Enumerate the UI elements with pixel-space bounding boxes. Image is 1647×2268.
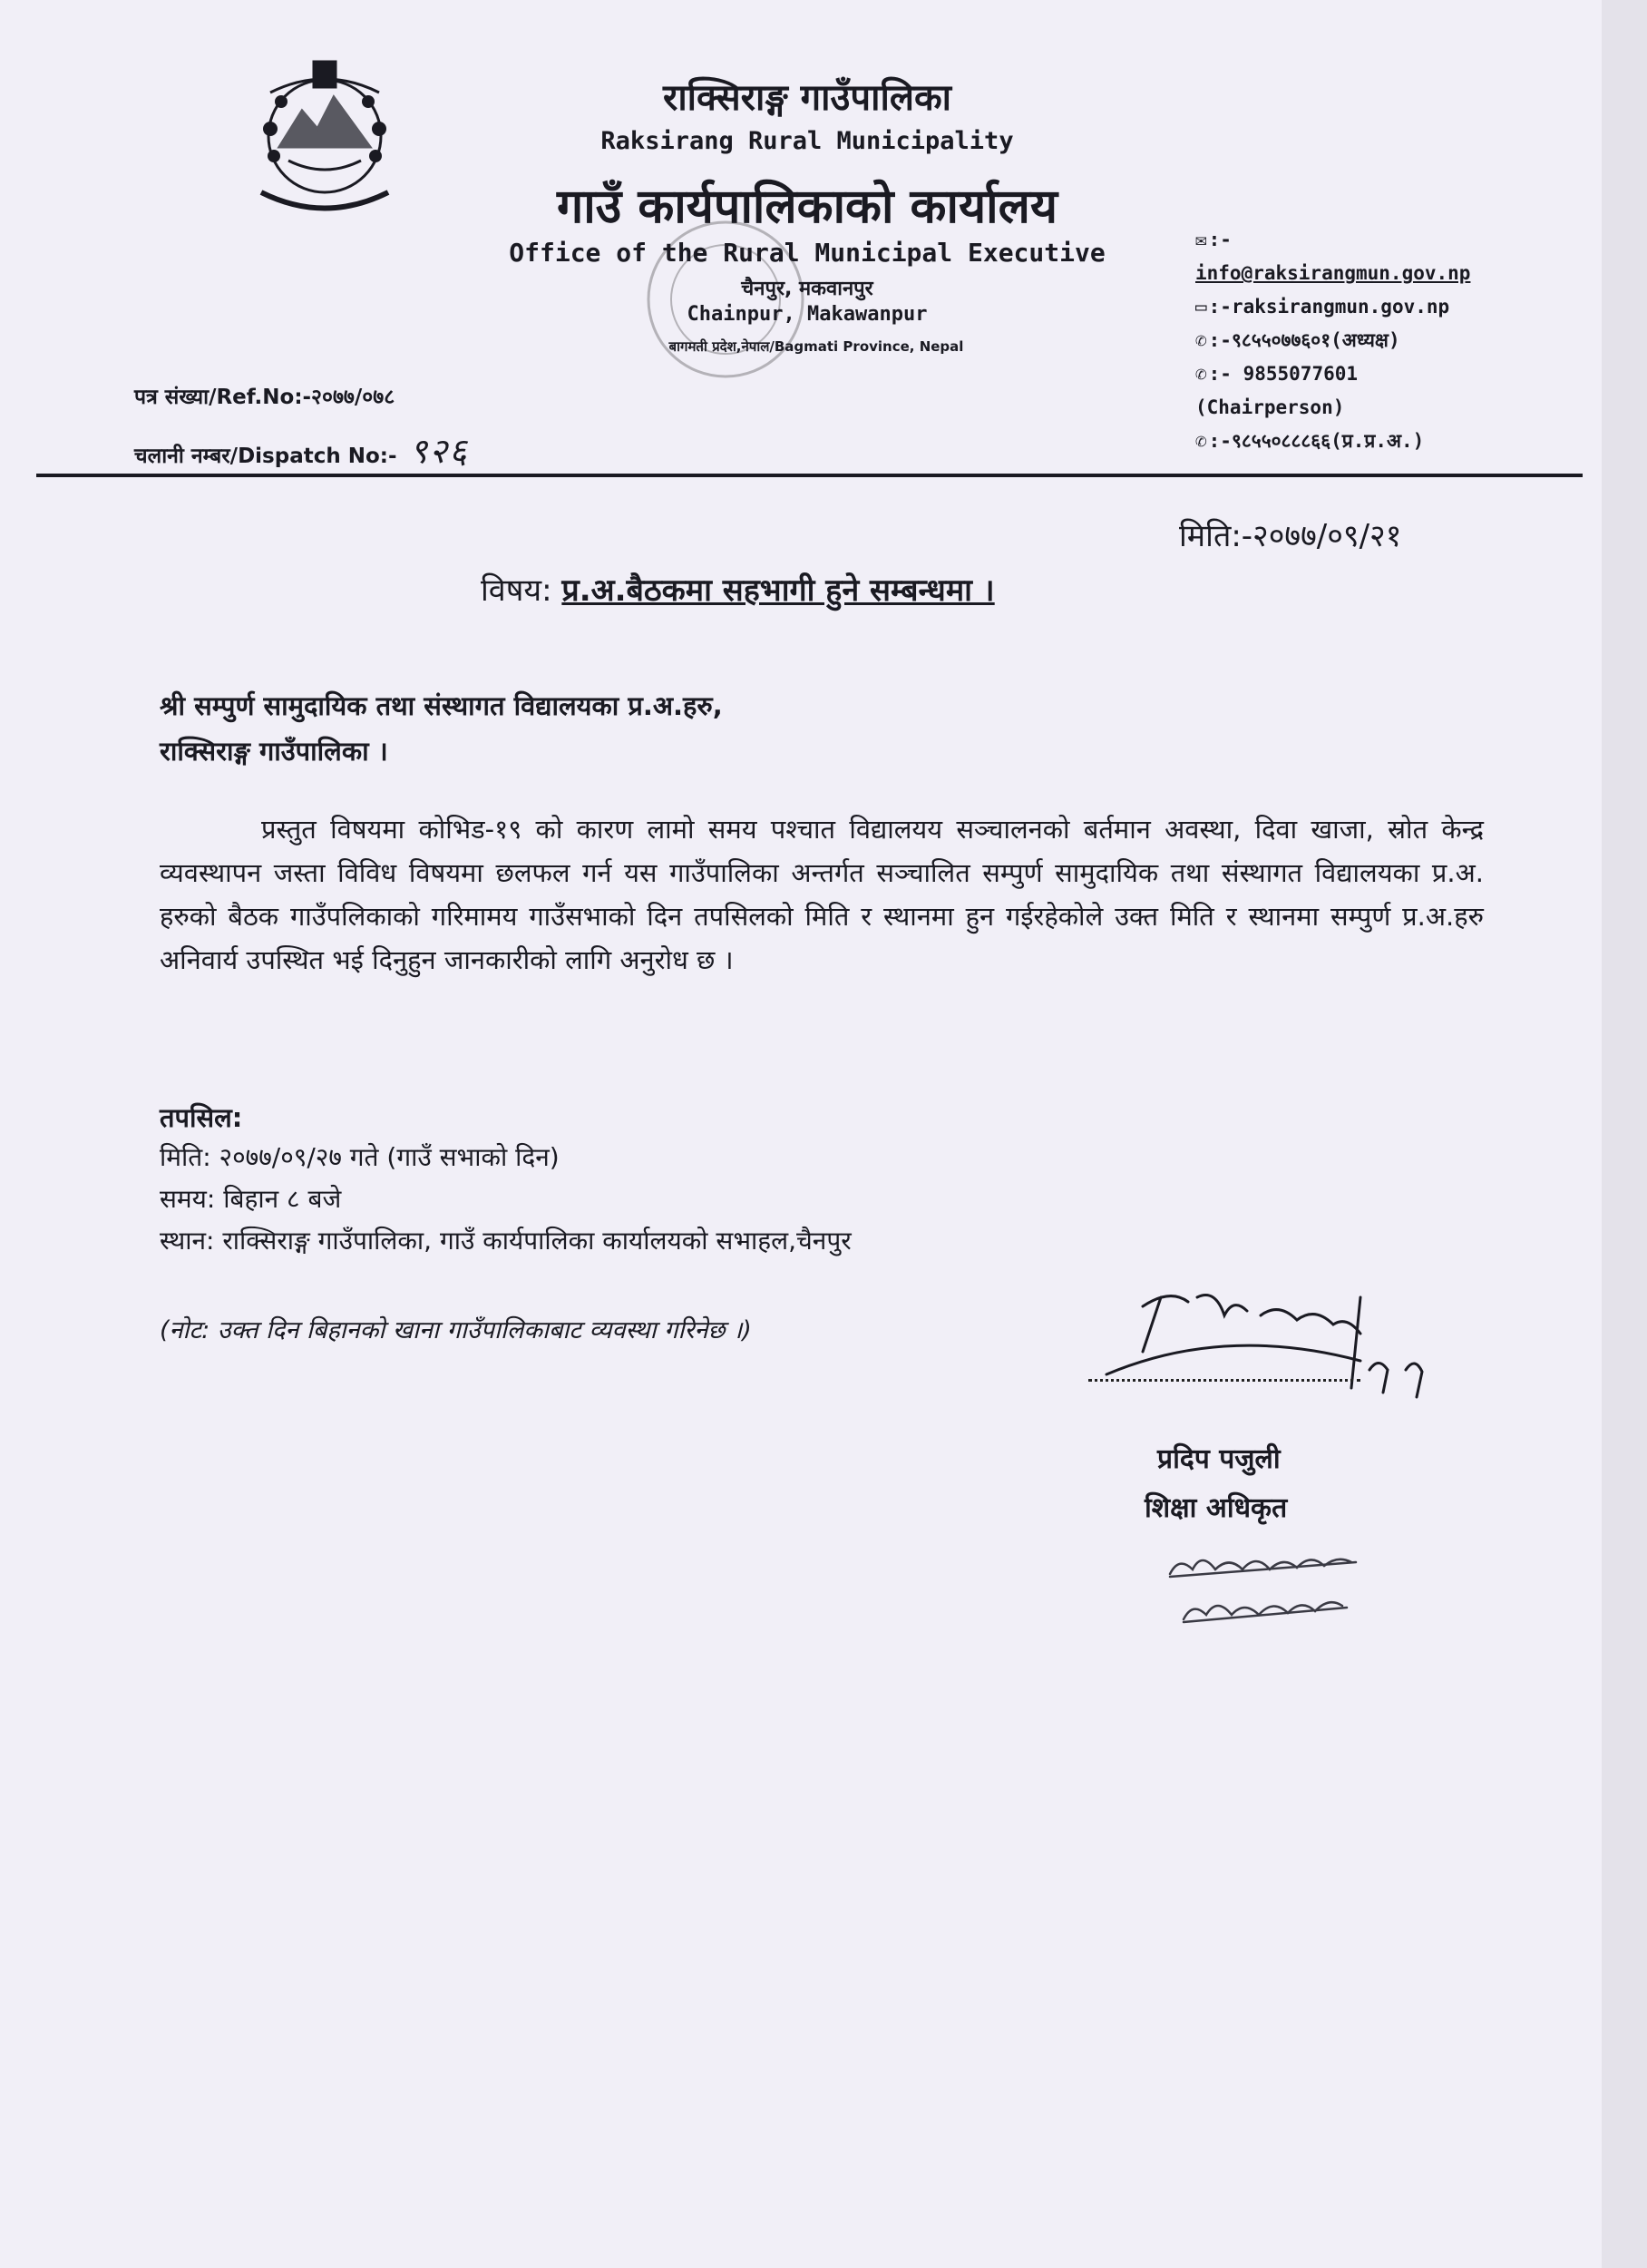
- letter-body: प्रस्तुत विषयमा कोभिड-१९ को कारण लामो समय पश्चात विद्यालयय सञ्चालनको बर्तमान अवस्था, दिवा खाजा, स्रोत केन्द्र व्यवस्थापन जस्ता विविध विषयमा छलफल गर्न यस गाउँपालिका अन्तर्गत सञ्चालित सम्पुर्ण सामुदायिक तथा संस्थागत विद्यालयका प्र.अ. हरुको बैठक गाउँपलिकाको गरिमामय गाउँसभाको दिन तपसिलको मिति र स्थानमा हुन गईरहेकोले उक्त मिति र स्थानमा सम्पुर्ण प्र.अ.हरु अनिवार्य उपस्थित भई दिनुहुन जानकारीको लागि अनुरोध छ ।: [160, 814, 1484, 975]
- schedule-time: समय: बिहान ८ बजे: [160, 1184, 342, 1214]
- computer-icon: ▭: [1195, 296, 1207, 318]
- subject-label: विषय:: [481, 572, 552, 609]
- contact-block: [1195, 223, 1585, 458]
- scan-edge: [1602, 0, 1647, 2268]
- province-line: बागमती प्रदेश,नेपाल/Bagmati Province, Nepal: [668, 338, 964, 355]
- schedule-place: स्थान: राक्सिराङ्ग गाउँपालिका, गाउँ कार्यपालिका कार्यालयको सभाहल,चैनपुर: [160, 1226, 852, 1256]
- phone-icon: ✆: [1195, 430, 1207, 452]
- schedule-date: मिति: २०७७/०९/२७ गते (गाउँ सभाको दिन): [160, 1142, 560, 1172]
- header-divider: [36, 474, 1583, 477]
- municipality-name-np: राक्सिराङ्ग गाउँपालिका: [662, 77, 952, 119]
- phone-icon: ✆: [1195, 329, 1207, 351]
- nepal-emblem-icon: [234, 56, 415, 229]
- email-link[interactable]: info@raksirangmun.gov.np: [1195, 262, 1471, 284]
- phone-icon: ✆: [1195, 363, 1207, 385]
- signatory-title: शिक्षा अधिकृत: [1145, 1492, 1288, 1524]
- letter-date: मिति:-२०७७/०९/२१: [1179, 518, 1402, 554]
- signature-line: [1088, 1379, 1360, 1382]
- signatory-name: प्रदिप पजुली: [1157, 1443, 1281, 1475]
- website-link[interactable]: :-raksirangmun.gov.np: [1208, 296, 1450, 318]
- office-name-np: गाउँ कार्यपालिकाको कार्यालय: [557, 180, 1057, 234]
- phone-chair-np: :-९८५५०७७६०१(अध्यक्ष): [1208, 329, 1400, 351]
- subject-text: प्र.अ.बैठकमा सहभागी हुने सम्बन्धमा ।: [561, 572, 995, 609]
- schedule-heading: तपसिल:: [160, 1102, 243, 1133]
- envelope-icon: ✉: [1195, 229, 1207, 250]
- ref-number: पत्र संख्या/Ref.No:-२०७७/०७८: [134, 386, 395, 409]
- note-line: (नोट: उक्त दिन बिहानको खाना गाउँपालिकाबाट व्यवस्था गरिनेछ ।): [160, 1316, 752, 1344]
- addressee-line-2: राक्सिराङ्ग गाउँपालिका ।: [160, 736, 388, 767]
- place-en: Chainpur, Makawanpur: [687, 303, 928, 326]
- phone-cao: :-९८५५०८८८६६(प्र.प्र.अ.): [1208, 430, 1425, 452]
- dispatch-value: ९२६: [409, 431, 469, 471]
- dispatch-line: [134, 426, 469, 474]
- dispatch-label: चलानी नम्बर/Dispatch No:-: [134, 445, 397, 468]
- place-np: चैनपुर, मकवानपुर: [741, 278, 873, 300]
- email-prefix: :-: [1208, 229, 1232, 250]
- subject-line: [481, 568, 995, 610]
- office-name-en: Office of the Rural Municipal Executive: [509, 238, 1106, 268]
- signatory-stamp-icon: [1161, 1542, 1379, 1651]
- municipality-name-en: Raksirang Rural Municipality: [600, 127, 1014, 155]
- addressee-line-1: श्री सम्पुर्ण सामुदायिक तथा संस्थागत विद्यालयका प्र.अ.हरु,: [160, 690, 723, 721]
- handwritten-signature-icon: [1088, 1270, 1451, 1433]
- phone-chair-note: (Chairperson): [1195, 396, 1345, 418]
- phone-chair-en: :- 9855077601: [1208, 363, 1359, 385]
